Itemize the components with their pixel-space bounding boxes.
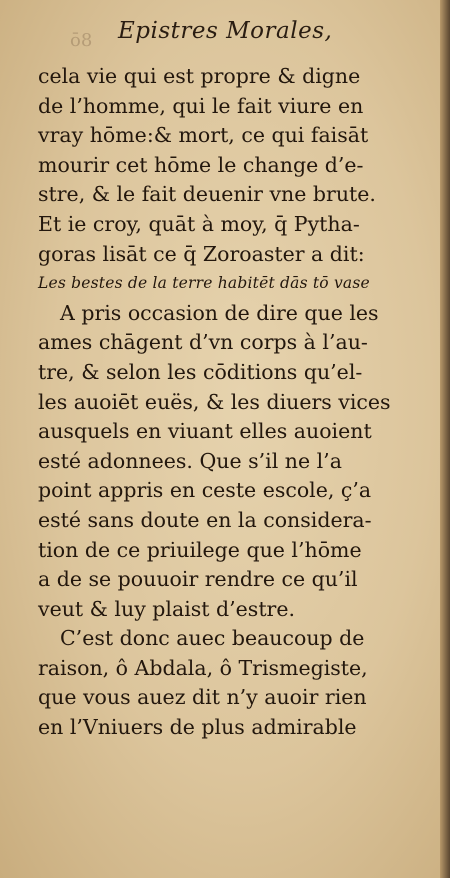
text-line: C’est donc auec beaucoup de bbox=[60, 626, 365, 651]
running-title: Epistres Morales, bbox=[118, 18, 333, 44]
text-line: A pris occasion de dire que les bbox=[60, 300, 379, 325]
text-line: les auoiēt euës, & les diuers vices bbox=[38, 389, 391, 414]
text-line: tre, & selon les cōditions qu’el- bbox=[38, 359, 363, 384]
text-line: cela vie qui est propre & digne bbox=[38, 64, 361, 88]
text-line: ausquels en viuant elles auoient bbox=[38, 419, 372, 444]
text-line: stre, & le fait deuenir vne brute. bbox=[38, 182, 376, 207]
body-text bbox=[38, 62, 410, 743]
text-line: a de se pouuoir rendre ce qu’il bbox=[38, 567, 358, 592]
text-line: tion de ce priuilege que l’hōme bbox=[38, 537, 362, 562]
text-line: mourir cet hōme le change d’e- bbox=[38, 152, 364, 177]
text-line: esté sans doute en la considera- bbox=[38, 507, 372, 532]
page-edge-shadow bbox=[440, 0, 450, 878]
text-line: goras lisāt ce q̄ Zoroaster a dit: bbox=[38, 241, 365, 266]
text-line: point appris en ceste escole, ç’a bbox=[38, 478, 372, 503]
text-line: ames chāgent d’vn corps à l’au- bbox=[38, 330, 368, 355]
text-line: raison, ô Abdala, ô Trismegiste, bbox=[38, 655, 368, 680]
text-line: Et ie croy, quāt à moy, q̄ Pytha- bbox=[38, 211, 360, 236]
text-line: de l’homme, qui le fait viure en bbox=[38, 93, 364, 118]
text-line: esté adonnees. Que s’il ne l’a bbox=[38, 448, 342, 473]
text-line: en l’Vniuers de plus admirable bbox=[38, 715, 357, 740]
text-line: veut & luy plaist d’estre. bbox=[38, 596, 296, 621]
text-line: vray hōme:& mort, ce qui faisāt bbox=[38, 123, 369, 148]
quotation-line: Les bestes de la terre habitēt dās tō vase bbox=[38, 274, 370, 293]
show-through-ink: ō8 bbox=[70, 30, 93, 51]
text-line: que vous auez dit n’y auoir rien bbox=[38, 685, 367, 710]
